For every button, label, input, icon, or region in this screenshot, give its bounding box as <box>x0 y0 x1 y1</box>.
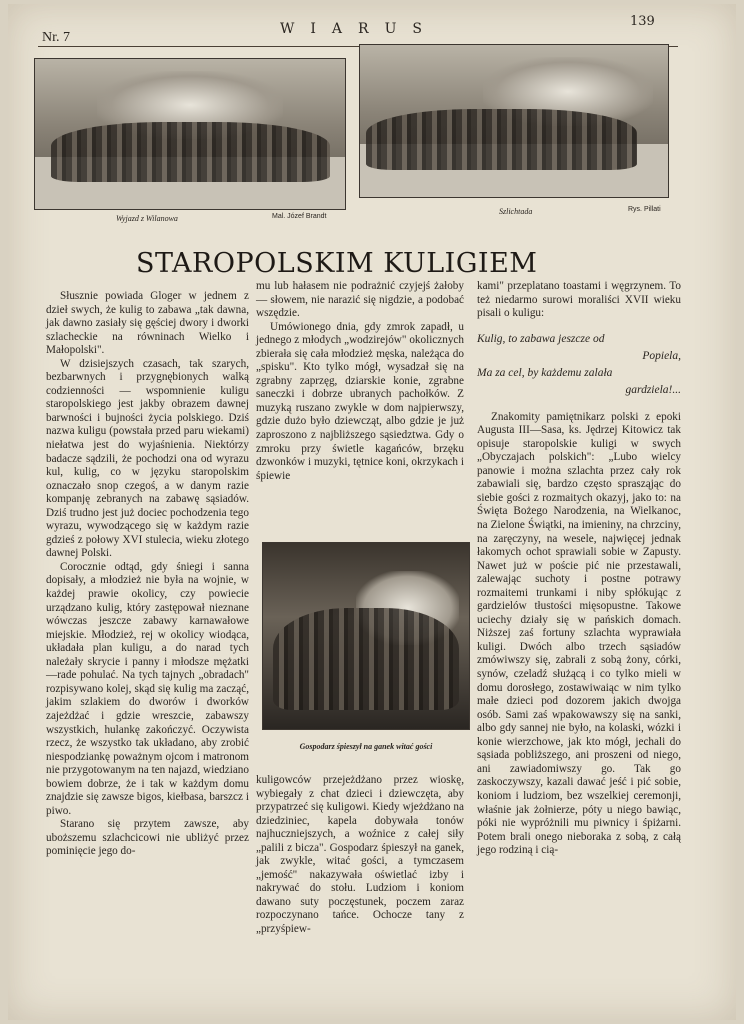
illustration-wilanow <box>34 58 346 210</box>
caption-szlichtada: Szlichtada <box>499 207 533 216</box>
paragraph: mu lub hałasem nie podrażnić czyjejś żałoby — słowem, nie narazić się nigdzie, a podobać wszędzie. <box>256 280 464 320</box>
caption-gospodarz: Gospodarz śpieszył na ganek witać gości <box>299 742 433 751</box>
article-column-2-bottom <box>256 774 464 974</box>
caption-wilanow: Wyjazd z Wilanowa <box>116 214 178 223</box>
paragraph: Starano się przytem zawsze, aby uboższemu szlachcicowi nie ubliżyć przez pominięcie jego do- <box>46 818 249 858</box>
credit-wilanow: Mal. Józef Brandt <box>272 213 327 220</box>
paragraph: Znakomity pamiętnikarz polski z epoki Augusta III—Sasa, ks. Jędrzej Kitowicz tak opisuje staropolskie kuligi w swych „Obyczajach polskich": „Lubo wielcy panowie i można szlachta przez cały rok zabawiali się, bardzo często sprasząjąc do siebie gości z rozmaitych okazyj, jako to: na Święta Bożego Narodzenia, na Wielkanoc, na Zielone Świątki, na imieniny, na chrzciny, na zaręczyny, na wesele, najwięcej jednak łakomych ochot sprawiali sobie w Zapusty. Nawet już w poście pić nie przestawali, zalewając suchoty i postne potrawy rozmaitemi trunkami i niby spłókując z gardzielów tłustości mięsopustne. Takowe uciechy działy się w pańskich domach. Niższej zaś fortuny szlachta wyprawiała kuligi. Dwóch albo trzech sąsiadów zmówiwszy się, zabrali z sobą żony, córki, synów, czeladź służącą i co tylko mieli w domu dorosłego, zostawiwaiąc w nim tylko małe dzieci pod dozorem jakich dwojga osób. Sami zaś wpakowawszy się na sanki, albo gdy sannej nie było, na kolaski, wózki i konie wierzchowe, jak kto mógł, jechali do sąsiada pobliższego, ani proszeni od niego, ani zawiadomiwszy go. Tak go zaskoczywszy, kazali dawać jeść i pić sobie, koniom i ludziom, bez wszelkiej ceremonji, właśnie jak żołnierze, póty u niego bawiąc, póki nie wypróżnili mu piwnicy i śpiżarni. Potem brali onego nieboraka z sobą, z całą jego rodziną i cią- <box>477 410 681 857</box>
credit-szlichtada: Rys. Pillati <box>628 206 661 213</box>
poem-line: Popiela, <box>642 349 681 362</box>
poem-line: Ma za cel, by każdemu zalała <box>477 366 613 379</box>
page-number: 139 <box>630 14 655 29</box>
poem-line: gardziela!... <box>625 383 681 396</box>
paragraph: Corocznie odtąd, gdy śniegi i sanna dopisały, a młodzież nie była na wojnie, w każdej prawie okolicy, czy powiecie urządzano kulig, który zastępował nieznane wówczas jeszcze zabawy karnawałowe miejskie. Młodzież, rej w okolicy wiodąca, układała plan kuligu, a do narad tych należały skrycie i panny i młodsze mężatki—rade pohulać. Na tych tajnych „obradach" rozpisywano kolej, skąd się kulig ma zacząć, jakim szlakiem do dworów i dworków zajeżdżać i gdzie wreszcie, zabawszy wszystkich, hulankę zakończyć. Oczywista rzecz, że wszystko tak układano, aby zrobić niespodziankę poważnym ojcom i matronom nie przygotowanym na ten najazd, wiedziano bowiem dobrze, że i tak w każdym domu znajdzie się zawsze bigos, kiełbasa, barszcz i piwo. <box>46 560 249 817</box>
paragraph: kuligowców przejeżdżano przez wioskę, wybiegały z chat dzieci i dziewczęta, aby przypatrzeć się kuligowi. Kiedy wjeżdżano na dziedziniec, kapela dobywała tonów najhuczniejszych, a woźnice z całej siły „palili z bicza". Gospodarz śpieszył na ganek, jak zwykle, witać gości, a tymczasem „jemość" nakazywała oświetlać izby i nakrywać do stołu. Ludziom i koniom dawano suty poczęstunek, poczem zaraz rozpoczynano tańce. Ochocze tany z „przyśpiew- <box>256 774 464 936</box>
magazine-title: WIARUS <box>280 21 438 37</box>
illustration-gospodarz <box>262 542 470 730</box>
magazine-page <box>8 4 736 1020</box>
paragraph: W dzisiejszych czasach, tak szarych, bezbarwnych i przygnębionych walką codzienności — wspomnienie kuligu staropolskiego jest jakby obrazem dawnej barwności i bujności życia polskiego. Dziś nazwa kuligu (powstała przed paru wiekami) niełatwa jest do wyjaśnienia. Niektórzy badacze sądzili, że pochodzi ona od wyrazu kul, kulig, co w języku staropolskim oznaczało snop czegoś, a w danym razie kompanję zebranych na zabawę sąsiadów. Dziś trudno jest już dociec pochodzenia tego wyrazu, wywodzącego się w każdym razie gdzieś z połowy XVI stulecia, wieku złotego dawnej Polski. <box>46 357 249 560</box>
poem-quote <box>477 331 681 399</box>
issue-number: Nr. 7 <box>42 30 70 45</box>
article-column-2-top <box>256 280 464 538</box>
article-column-3 <box>477 280 681 980</box>
article-title: STAROPOLSKIM KULIGIEM <box>136 248 538 279</box>
poem-line: Kulig, to zabawa jeszcze od <box>477 332 605 345</box>
paragraph: Słusznie powiada Gloger w jednem z dzieł swych, że kulig to zabawa „tak dawna, jak dawno zasiały się gęściej dwory i dworki szlacheckie na równinach Wielko i Małopolski". <box>46 290 249 357</box>
illustration-szlichtada <box>359 44 669 198</box>
article-column-1 <box>46 290 249 990</box>
paragraph: Umówionego dnia, gdy zmrok zapadł, u jednego z młodych „wodzirejów" okolicznych zbierała się cała młodzież męska, należąca do „spisku". Kto tylko mógł, wysadzał się na zgrabny zaprzęg, dziarskie konie, zgrabne saneczki i dobrze ubranych pachołków. Z muzyką ruszano zwykle w dom najpierwszy, gdzie dużo było dziewcząt, albo gdzie je już zaproszono z najbliższego sąsiedztwa. Gdy o zmroku przy świetle kagańców, brzęku dzwonków i muzyki, tętnice koni, okrzykach i śpiewie <box>256 320 464 482</box>
paragraph: kami" przeplatano toastami i węgrzynem. To też niedarmo surowi moraliści XVII wieku pisali o kuligu: <box>477 280 681 320</box>
